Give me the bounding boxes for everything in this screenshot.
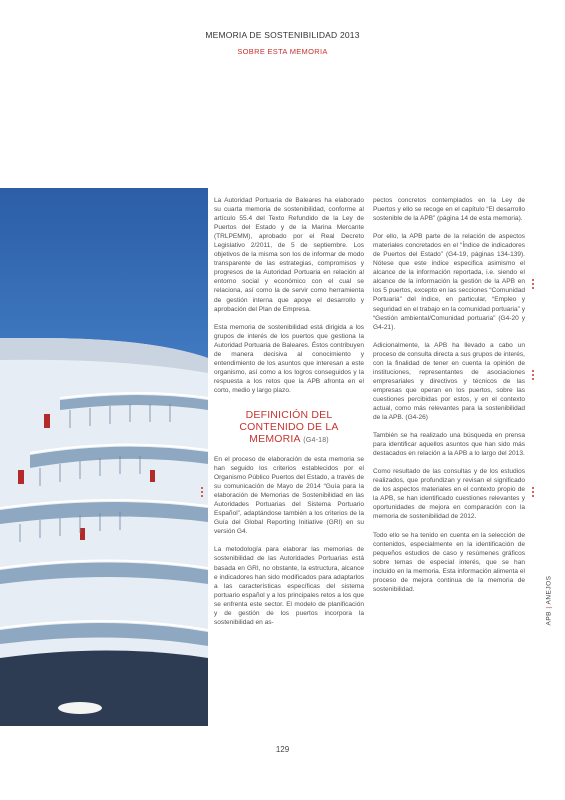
side-tab-separator: | — [545, 606, 553, 609]
paragraph: En el proceso de elaboración de esta memoria se han seguido los criterios establecidos por el Organismo Público Puertos del Estado, a través de su comunicación de Mayo de 2014 “Guía para la elaboración de Memorias de Sostenibilidad en las Autoridades Portuarias del Sistema Portuario Español”, adaptándose también a los criterios de la Guía del Global Reporting Initiative (GRI) en su versión G4. — [214, 455, 364, 536]
section-side-tab — [540, 575, 553, 626]
section-code: (G4-18) — [303, 436, 329, 444]
text-column-left — [214, 196, 364, 636]
cruise-ship-photo — [0, 188, 208, 726]
side-tab-anejos: ANEJOS — [545, 575, 553, 605]
margin-dots-icon — [201, 487, 203, 499]
header-subtitle: SOBRE ESTA MEMORIA — [237, 47, 328, 56]
paragraph: La Autoridad Portuaria de Baleares ha elaborado su cuarta memoria de sostenibilidad, conforme al artículo 55.4 del Texto Refundido de la Ley de Puertos del Estado y de la Marina Mercante (TRLPEMM), aprobado por el Real Decreto Legislativo 2/2011, de 5 de septiembre. Los objetivos de la misma son los de informar de modo transparente de las estrategias, compromisos y progresos de la Autoridad Portuaria en relación al entorno social y económico con el cual se relaciona, así como la de servir como herramienta de gestión interna que apoye el desarrollo y aprobación del Plan de Empresa. — [214, 197, 364, 313]
paragraph: Adicionalmente, la APB ha llevado a cabo un proceso de consulta directa a sus grupos de interés, con la finalidad de tener en cuenta la opinión de instituciones, representantes de asociaciones empresariales y directivos y técnicos de las empresas que operan en los puertos, sobre las cuestiones percibidas por estos, y en el contexto actual, como más relevantes para la sostenibilidad de la APB. (G4-26) — [373, 341, 525, 422]
paragraph: Todo ello se ha tenido en cuenta en la selección de contenidos, especialmente en la identificación de pequeños estudios de caso y resúmenes gráficos sobre temas de especial interés, que se han incluido en la memoria. Esta información alimenta el proceso de mejora continua de la memoria de sostenibilidad. — [373, 531, 525, 593]
paragraph: La metodología para elaborar las memorias de sostenibilidad de las Autoridades Portuarias está basada en GRI, no obstante, la estructura, alcance e indicadores han sido modificados para adaptarlos a las características específicas del sistema portuario español y a los principales retos a los que se enfrenta este sector. El modelo de planificación y de gestión de los puertos incorpora la sostenibilidad en as- — [214, 546, 364, 626]
side-tab-label — [546, 576, 553, 626]
margin-dots-icon — [532, 487, 534, 499]
text-column-right — [373, 196, 525, 603]
section-title-text: DEFINICIÓN DEL CONTENIDO DE LA MEMORIA — [239, 408, 339, 445]
margin-dots-icon — [532, 279, 534, 291]
margin-dots-icon — [532, 370, 534, 382]
paragraph: Esta memoria de sostenibilidad está dirigida a los grupos de interés de los puertos que gestiona la Autoridad Portuaria de Baleares. Éstos contribuyen de manera decisiva al conocimiento y entendimiento de los asuntos que interesan a este organismo, así como a los logros conseguidos y la respuesta a los retos que la APB afronta en el corto, medio y largo plazo. — [214, 323, 364, 394]
header-title: MEMORIA DE SOSTENIBILIDAD 2013 — [205, 30, 360, 40]
paragraph: Por ello, la APB parte de la relación de aspectos materiales concretados en el “Índice de indicadores de Puertos del Estado” (G4-19, páginas 134-139). Nótese que este índice especifica asimismo el alcance de la información reportada, i.e. siendo el alcance de la información la gestión de la APB en los 5 puertos, excepto en las secciones “Comunidad Portuaria” del índice, en particular, “Empleo y seguridad en el trabajo en la comunidad portuaria” y “Gestión ambiental/Comunidad portuaria” (G4-20 y G4-21). — [373, 233, 525, 331]
section-title — [214, 409, 364, 447]
paragraph: pectos concretos contemplados en la Ley de Puertos y ello se recoge en el capítulo “El desarrollo sostenible de la APB” (página 14 de esta memoria). — [373, 197, 525, 223]
side-tab-apb: APB — [545, 610, 553, 626]
page-number: 129 — [275, 745, 290, 754]
paragraph: También se ha realizado una búsqueda en prensa para identificar aquellos asuntos que han sido más destacados en relación a la APB a lo largo del 2013. — [373, 432, 525, 458]
paragraph: Como resultado de las consultas y de los estudios realizados, que profundizan y revisan el significado de los aspectos materiales en el contexto propio de la APB, se han identificado cuestiones relevantes y oportunidades de mejora en comparación con la memoria de sostenibilidad de 2012. — [373, 468, 525, 521]
